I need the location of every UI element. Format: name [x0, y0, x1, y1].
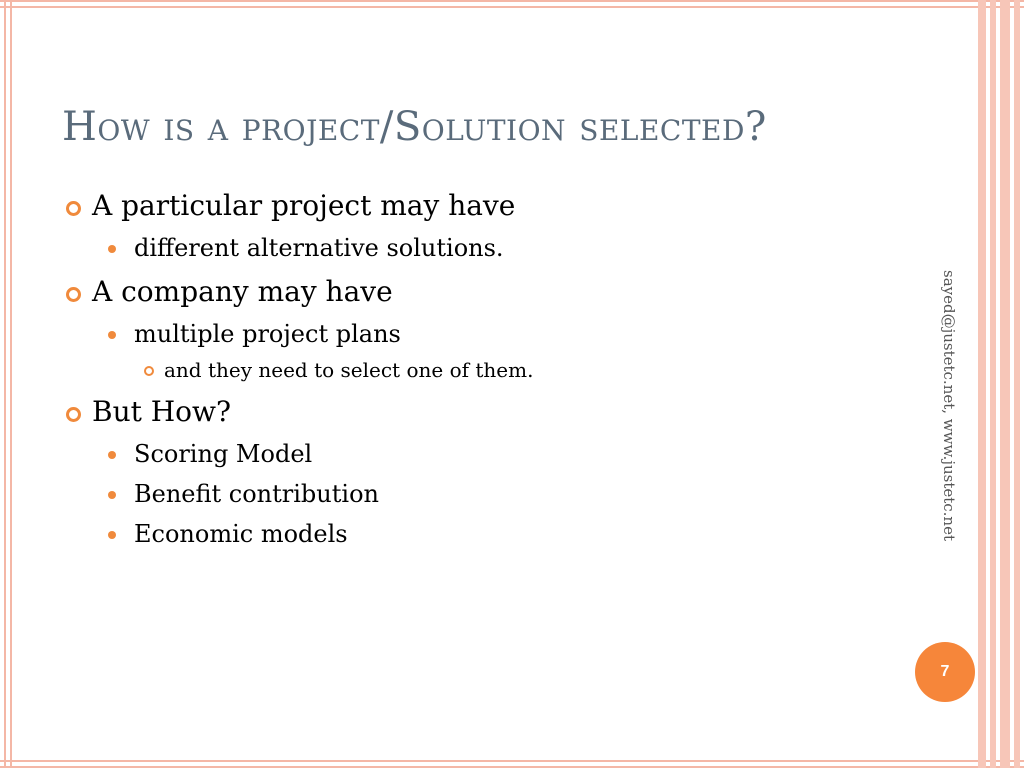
bullet-level2 — [62, 478, 902, 510]
orange-dot-icon — [108, 451, 116, 459]
bullet-level2 — [62, 318, 902, 350]
frame-top-border — [0, 0, 1024, 8]
bullet-level1 — [62, 274, 902, 310]
orange-dot-icon — [108, 245, 116, 253]
bullet-text: multiple project plans — [134, 320, 401, 348]
bullet-level2 — [62, 232, 902, 264]
side-footer-text: sayed@justetc.net, www.justetc.net — [940, 270, 958, 541]
orange-ring-icon — [66, 407, 81, 422]
bullet-level2 — [62, 518, 902, 550]
orange-ring-icon — [66, 287, 81, 302]
bullet-text: and they need to select one of them. — [164, 358, 534, 382]
frame-right-stripes — [976, 0, 1024, 768]
bullet-text: Scoring Model — [134, 440, 313, 468]
orange-dot-icon — [108, 331, 116, 339]
page-number-badge: 7 — [915, 642, 975, 702]
frame-stripe — [990, 0, 996, 768]
bullet-level1 — [62, 188, 902, 224]
bullet-text: A particular project may have — [92, 189, 516, 222]
orange-dot-icon — [108, 491, 116, 499]
orange-dot-icon — [108, 531, 116, 539]
frame-stripe — [1000, 0, 1010, 768]
frame-bottom-border — [0, 760, 1024, 768]
bullet-text: But How? — [92, 395, 232, 428]
bullet-text: Benefit contribution — [134, 480, 379, 508]
frame-stripe — [978, 0, 986, 768]
bullet-level3 — [62, 356, 902, 384]
bullet-text: A company may have — [92, 275, 393, 308]
frame-left-border — [4, 0, 12, 768]
slide-title: How is a project/Solution selected? — [62, 104, 767, 150]
small-orange-ring-icon — [144, 366, 154, 376]
bullet-text: Economic models — [134, 520, 348, 548]
bullet-level1 — [62, 394, 902, 430]
orange-ring-icon — [66, 201, 81, 216]
bullet-text: different alternative solutions. — [134, 234, 504, 262]
slide-body — [62, 188, 902, 550]
frame-stripe — [1014, 0, 1020, 768]
bullet-level2 — [62, 438, 902, 470]
